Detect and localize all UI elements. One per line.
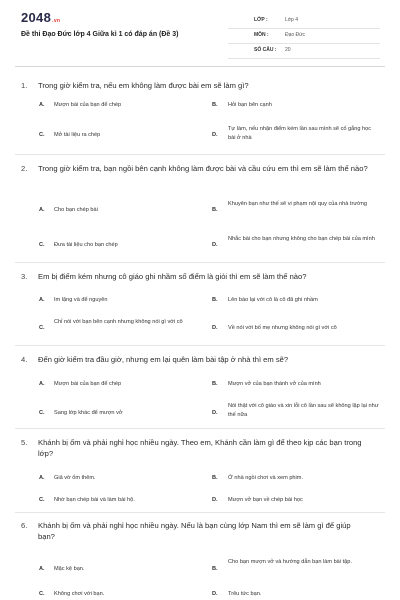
meta-value: Đạo Đức (285, 32, 306, 38)
meta-row-subject (228, 29, 380, 44)
option-text[interactable]: Nhắc bài cho bạn nhưng không cho bạn chép bài của mình (228, 236, 375, 242)
option-text[interactable]: Tự làm, nếu nhận điểm kém lần sau mình sẽ cố gắng học bài ở nhà (228, 126, 372, 141)
option-text[interactable]: Nói thật với cô giáo và xin lỗi cô lần sau sẽ không lặp lại như thế nữa (228, 403, 379, 418)
option-text[interactable]: Sang lớp khác để mượn vở (54, 410, 123, 416)
document-title: Đề thi Đạo Đức lớp 4 Giữa kì 1 có đáp án (Đề 3) (21, 31, 179, 38)
option-text[interactable]: Trêu tức bạn. (228, 591, 262, 597)
option-letter[interactable]: D. (212, 242, 218, 248)
option-letter[interactable]: B. (212, 207, 218, 213)
option-letter[interactable]: A. (39, 475, 45, 481)
option-text[interactable]: Cho bạn mượn vở và hướng dẫn bạn làm bài tập. (228, 559, 352, 565)
option-letter[interactable]: C. (39, 410, 45, 416)
option-text[interactable]: Cho bạn chép bài (54, 207, 98, 213)
option-letter[interactable]: C. (39, 591, 45, 597)
question-number: 6. (21, 521, 28, 530)
meta-label: SỐ CÂU : (254, 47, 277, 53)
option-text[interactable]: Mặc kệ bạn. (54, 566, 85, 572)
question-text: Khánh bị ốm và phải nghỉ học nhiều ngày. Theo em, Khánh cần làm gì để theo kịp các bạn trong lớp? (38, 438, 362, 458)
option-text[interactable]: Mượn bài của bạn để chép (54, 381, 122, 387)
option-text[interactable]: Đưa tài liệu cho bạn chép (54, 242, 118, 248)
option-letter[interactable]: B. (212, 102, 218, 108)
question-number: 2. (21, 164, 28, 173)
document-header (0, 0, 400, 62)
option-text[interactable]: Khuyên bạn như thế sẽ vi phạm nội quy của nhà trường (228, 201, 367, 207)
option-letter[interactable]: D. (212, 410, 218, 416)
meta-value: Lớp 4 (285, 17, 299, 23)
option-letter[interactable]: C. (39, 132, 45, 138)
option-text[interactable]: Giả vờ ốm thêm. (54, 475, 96, 481)
question-divider (15, 154, 385, 155)
option-text[interactable]: Mở tài liệu ra chép (54, 132, 101, 138)
meta-label: LỚP : (254, 17, 268, 23)
question-divider (15, 262, 385, 263)
option-letter[interactable]: B. (212, 566, 218, 572)
meta-row-class (228, 14, 380, 29)
option-text[interactable]: Lên báo lại với cô là cô đã ghi nhầm (228, 297, 318, 303)
question-text: Đến giờ kiểm tra đầu giờ, nhưng em lại quên làm bài tập ở nhà thì em sẽ? (38, 355, 289, 364)
question-divider (15, 512, 385, 513)
question-divider (15, 428, 385, 429)
logo-text: 2048 (21, 10, 52, 25)
option-letter[interactable]: C. (39, 497, 45, 503)
option-text[interactable]: Về nói với bố mẹ nhưng không nói gì với cô (228, 325, 337, 331)
option-letter[interactable]: C. (39, 242, 45, 248)
option-text[interactable]: Ở nhà ngồi chơi và xem phim. (228, 475, 304, 481)
option-letter[interactable]: D. (212, 497, 218, 503)
meta-value: 20 (285, 47, 291, 53)
option-letter[interactable]: D. (212, 591, 218, 597)
meta-label: MÔN : (254, 32, 269, 38)
option-letter[interactable]: B. (212, 297, 218, 303)
header-divider (15, 66, 385, 67)
option-letter[interactable]: C. (39, 325, 45, 331)
option-letter[interactable]: A. (39, 566, 45, 572)
option-letter[interactable]: B. (212, 381, 218, 387)
option-text[interactable]: Mượn vở của bạn thành vở của mình (228, 381, 321, 387)
question-text: Trong giờ kiểm tra, nếu em không làm được bài em sẽ làm gì? (38, 81, 249, 90)
question-text: Trong giờ kiểm tra, bạn ngồi bên cạnh không làm được bài và cầu cứu em thì em sẽ làm thế nào? (38, 164, 368, 173)
question-number: 3. (21, 272, 28, 281)
question-number: 5. (21, 438, 28, 447)
option-letter[interactable]: A. (39, 297, 45, 303)
option-letter[interactable]: A. (39, 102, 45, 108)
logo-suffix: .vn (52, 18, 61, 24)
option-letter[interactable]: D. (212, 325, 218, 331)
option-letter[interactable]: D. (212, 132, 218, 138)
question-number: 4. (21, 355, 28, 364)
question-text: Em bị điểm kém nhưng cô giáo ghi nhầm số điểm là giỏi thì em sẽ làm thế nào? (38, 272, 307, 281)
meta-row-count (228, 44, 380, 59)
option-text[interactable]: Hỏi bạn bên cạnh (228, 102, 272, 108)
option-text[interactable]: Mượn vở bạn về chép bài học (228, 497, 303, 503)
question-divider (15, 345, 385, 346)
option-text[interactable]: Mượn bài của bạn để chép (54, 102, 122, 108)
option-letter[interactable]: A. (39, 207, 45, 213)
option-text[interactable]: Không chơi với bạn. (54, 591, 105, 597)
question-number: 1. (21, 81, 28, 90)
meta-table (228, 14, 380, 59)
site-logo[interactable] (21, 10, 60, 25)
option-letter[interactable]: B. (212, 475, 218, 481)
option-text[interactable]: Im lặng và để nguyên (54, 297, 108, 303)
option-text[interactable]: Chỉ nói với bạn bên cạnh nhưng không nói gì với cô (54, 319, 183, 325)
option-text[interactable]: Nhờ bạn chép bài và làm bài hộ. (54, 497, 135, 503)
option-letter[interactable]: A. (39, 381, 45, 387)
question-text: Khánh bị ốm và phải nghỉ học nhiều ngày. Nếu là bạn cùng lớp Nam thì em sẽ làm gì để giúp bạn? (38, 521, 351, 541)
